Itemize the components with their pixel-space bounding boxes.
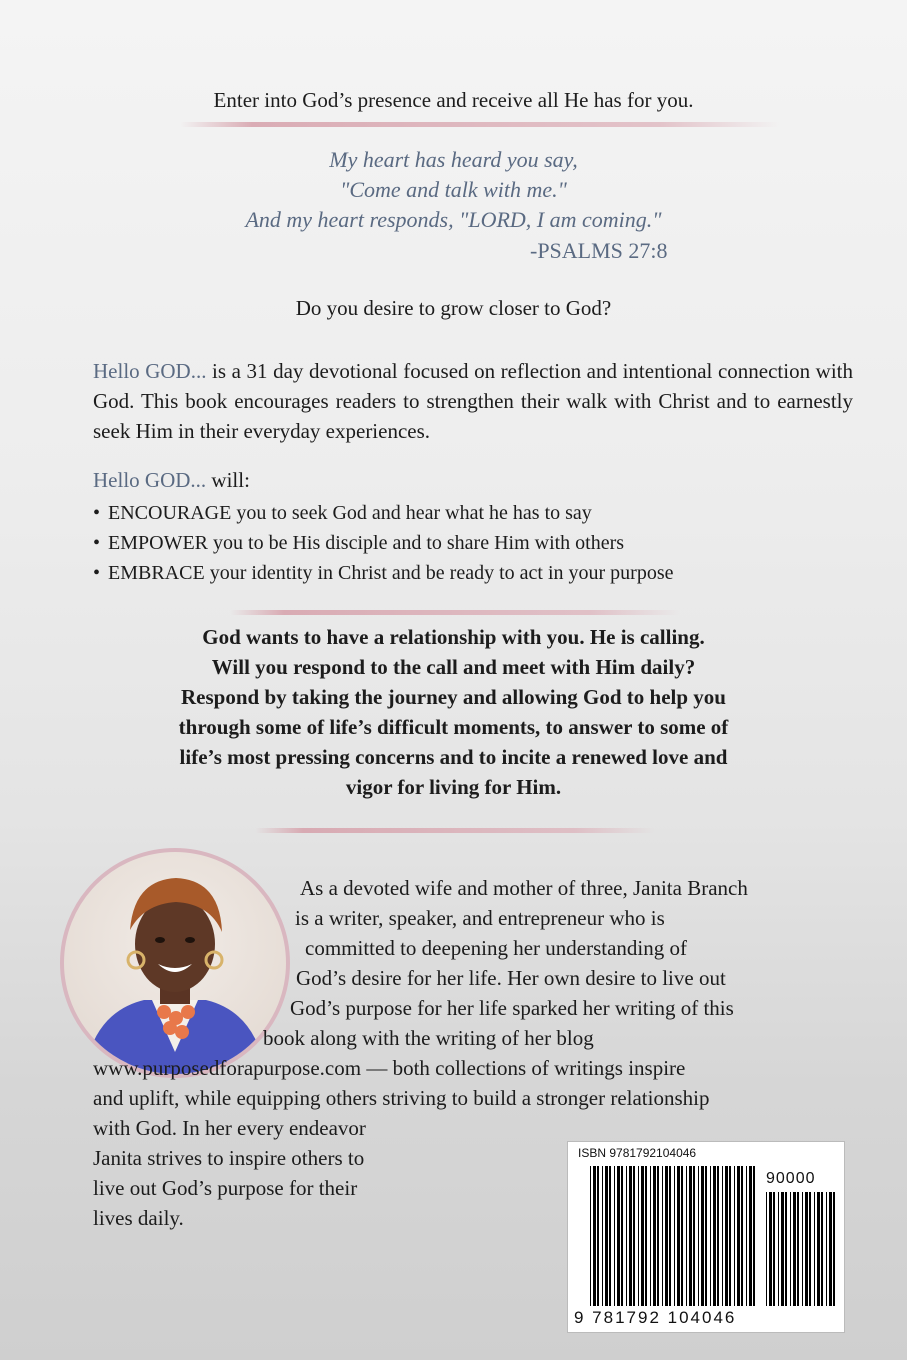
description-text: is a 31 day devotional focused on reflection and intentional connection with God. This book encourages readers to strengthen their walk with Christ and to earnestly seek Him in their everyday experiences.	[93, 359, 854, 443]
verse-line-1: My heart has heard you say,	[329, 147, 578, 172]
bio-line: God’s purpose for her life sparked her writing of this	[290, 996, 734, 1020]
barcode-bars-icon	[590, 1166, 756, 1306]
barcode	[567, 1141, 845, 1333]
verse-line-3: And my heart responds, "LORD, I am coming."	[245, 207, 662, 232]
bio-line: live out God’s purpose for their	[93, 1176, 358, 1200]
book-title: Hello GOD...	[93, 359, 207, 383]
callout-line: God wants to have a relationship with you. He is calling.	[202, 625, 705, 649]
callout-line: Will you respond to the call and meet with Him daily?	[211, 655, 696, 679]
will-suffix: will:	[206, 468, 250, 492]
list-item: • ENCOURAGE you to seek God and hear what he has to say	[93, 498, 673, 528]
bio-line: lives daily.	[93, 1206, 184, 1230]
callout-line: life’s most pressing concerns and to incite a renewed love and	[179, 745, 728, 769]
bio-line: God’s desire for her life. Her own desire to live out	[296, 966, 726, 990]
question: Do you desire to grow closer to God?	[295, 296, 612, 320]
bio-line: is a writer, speaker, and entrepreneur who is	[295, 906, 665, 930]
author-portrait-icon	[64, 852, 286, 1074]
bio-line: and uplift, while equipping others striving to build a stronger relationship	[93, 1086, 710, 1110]
isbn-label: ISBN 9781792104046	[578, 1146, 697, 1160]
bio-line: www.purposedforapurpose.com — both collections of writings inspire	[93, 1056, 686, 1080]
tagline: Enter into God’s presence and receive all He has for you.	[213, 88, 694, 112]
bio-line: with God. In her every endeavor	[93, 1116, 366, 1140]
bio-line: committed to deepening her understanding of	[305, 936, 687, 960]
callout-line: Respond by taking the journey and allowing God to help you	[181, 685, 726, 709]
will-book-title: Hello GOD...	[93, 468, 207, 492]
bio-line: book along with the writing of her blog	[263, 1026, 594, 1050]
barcode-number: 9 781792 104046	[574, 1308, 737, 1327]
barcode-addon-bars-icon	[766, 1192, 836, 1306]
benefit-list	[93, 498, 673, 588]
price-code: 90000	[766, 1170, 816, 1187]
divider-bottom	[255, 828, 655, 833]
description-paragraph	[93, 356, 853, 446]
will-heading	[93, 468, 250, 493]
verse-line-2: "Come and talk with me."	[340, 177, 567, 202]
list-item: • EMBRACE your identity in Christ and be ready to act in your purpose	[93, 558, 673, 588]
callout-text	[0, 622, 907, 802]
verse-reference: -PSALMS 27:8	[530, 238, 668, 263]
bio-line: As a devoted wife and mother of three, Janita Branch	[300, 876, 748, 900]
callout-line: through some of life’s difficult moments, to answer to some of	[178, 715, 729, 739]
psalm-verse	[0, 145, 907, 235]
divider-top	[180, 122, 780, 127]
callout-line: vigor for living for Him.	[345, 775, 562, 799]
divider-middle	[230, 610, 680, 615]
list-item: • EMPOWER you to be His disciple and to share Him with others	[93, 528, 673, 558]
author-photo	[60, 848, 290, 1078]
bio-line: Janita strives to inspire others to	[93, 1146, 365, 1170]
